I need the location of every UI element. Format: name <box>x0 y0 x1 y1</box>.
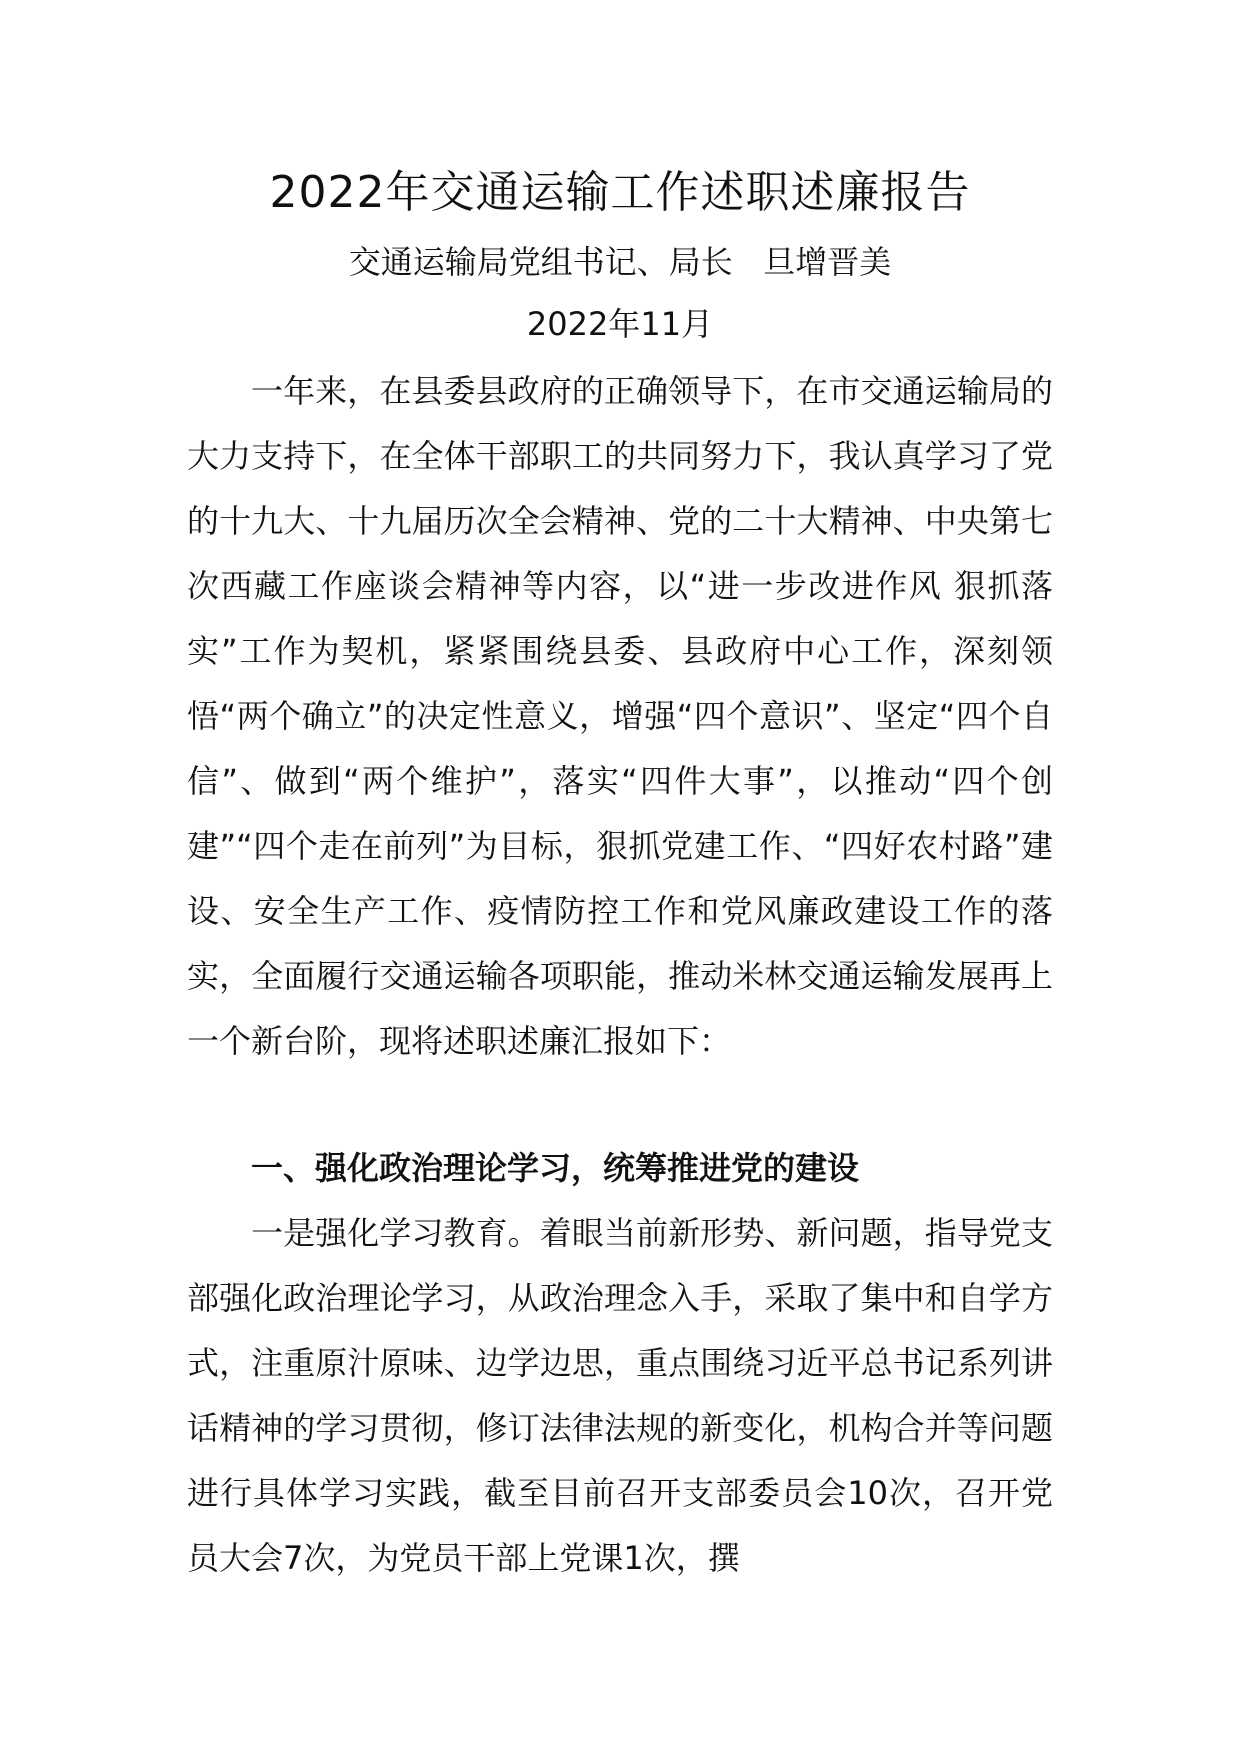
paragraph-study-education: 一是强化学习教育。着眼当前新形势、新问题，指导党支部强化政治理论学习，从政治理念入手，采取了集中和自学方式，注重原汁原味、边学边思，重点围绕习近平总书记系列讲话精神的学习贯彻，修订法律法规的新变化，机构合并等问题进行具体学习实践，截至目前召开支部委员会10次，召开党员大会7次，为党员干部上党课1次，撰 <box>187 1214 1053 1577</box>
author-line: 交通运输局党组书记、局长 旦增晋美 <box>348 243 892 281</box>
document-title: 2022年交通运输工作述职述廉报告 <box>269 167 971 218</box>
paragraph-intro: 一年来，在县委县政府的正确领导下，在市交通运输局的大力支持下，在全体干部职工的共同努力下，我认真学习了党的十九大、十九届历次全会精神、党的二十大精神、中央第七次西藏工作座谈会精神等内容，以“进一步改进作风 狠抓落实”工作为契机，紧紧围绕县委、县政府中心工作，深刻领悟“两个确立”的决定性意义，增强“四个意识”、坚定“四个自信”、做到“两个维护”，落实“四件大事”，以推动“四个创建”“四个走在前列”为目标，狠抓党建工作、“四好农村路”建设、安全生产工作、疫情防控工作和党风廉政建设工作的落实，全面履行交通运输各项职能，推动米林交通运输发展再上一个新台阶，现将述职述廉汇报如下： <box>187 372 1053 1060</box>
document-date: 2022年11月 <box>526 305 714 343</box>
section-heading-1: 一、强化政治理论学习，统筹推进党的建设 <box>251 1149 860 1187</box>
